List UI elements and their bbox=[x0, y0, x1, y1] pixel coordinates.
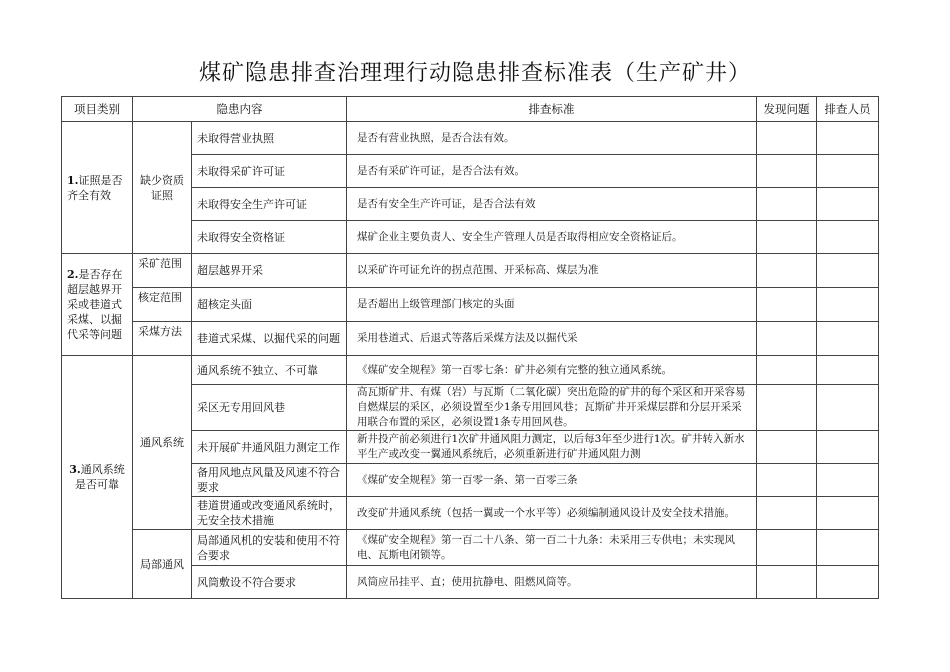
header-category: 项目类别 bbox=[62, 97, 133, 122]
inspector-cell[interactable] bbox=[817, 431, 879, 464]
row-content: 通风系统不独立、不可靠 bbox=[192, 356, 347, 385]
group-2-sub-1-label: 采矿范围 bbox=[133, 254, 192, 288]
found-cell[interactable] bbox=[757, 385, 817, 431]
group-3-category: 3.通风系统是否可靠 bbox=[62, 356, 133, 599]
header-standard: 排查标准 bbox=[347, 97, 757, 122]
found-cell[interactable] bbox=[757, 464, 817, 497]
header-found: 发现问题 bbox=[757, 97, 817, 122]
inspection-table bbox=[61, 96, 879, 599]
inspector-cell[interactable] bbox=[817, 497, 879, 530]
row-standard: 是否超出上级管理部门核定的头面 bbox=[347, 288, 757, 322]
inspector-cell[interactable] bbox=[817, 322, 879, 356]
inspector-cell[interactable] bbox=[817, 385, 879, 431]
found-cell[interactable] bbox=[757, 530, 817, 566]
inspector-cell[interactable] bbox=[817, 221, 879, 254]
row-standard: 煤矿企业主要负责人、安全生产管理人员是否取得相应安全资格证后。 bbox=[347, 221, 757, 254]
table-row bbox=[62, 530, 879, 566]
row-standard: 是否有采矿许可证，是否合法有效。 bbox=[347, 155, 757, 188]
table-row bbox=[62, 122, 879, 155]
found-cell[interactable] bbox=[757, 221, 817, 254]
found-cell[interactable] bbox=[757, 155, 817, 188]
row-standard: 是否有安全生产许可证，是否合法有效 bbox=[347, 188, 757, 221]
found-cell[interactable] bbox=[757, 356, 817, 385]
group-1-category: 1.证照是否齐全有效 bbox=[62, 122, 133, 254]
row-standard: 风筒应吊挂平、直；使用抗静电、阻燃风筒等。 bbox=[347, 566, 757, 599]
table-row bbox=[62, 356, 879, 385]
found-cell[interactable] bbox=[757, 431, 817, 464]
row-content: 备用风地点风量及风速不符合要求 bbox=[192, 464, 347, 497]
found-cell[interactable] bbox=[757, 566, 817, 599]
row-content: 超层越界开采 bbox=[192, 254, 347, 288]
row-content: 未开展矿井通风阻力测定工作 bbox=[192, 431, 347, 464]
group-3-sub-1-label: 通风系统 bbox=[133, 356, 192, 530]
row-standard: 改变矿井通风系统（包括一翼或一个水平等）必须编制通风设计及安全技术措施。 bbox=[347, 497, 757, 530]
found-cell[interactable] bbox=[757, 122, 817, 155]
row-standard: 采用巷道式、后退式等落后采煤方法及以掘代采 bbox=[347, 322, 757, 356]
inspector-cell[interactable] bbox=[817, 155, 879, 188]
row-standard: 《煤矿安全规程》第一百零七条：矿井必须有完整的独立通风系统。 bbox=[347, 356, 757, 385]
inspector-cell[interactable] bbox=[817, 566, 879, 599]
group-1-sub-1-label: 缺少资质证照 bbox=[133, 122, 192, 254]
found-cell[interactable] bbox=[757, 288, 817, 322]
found-cell[interactable] bbox=[757, 254, 817, 288]
found-cell[interactable] bbox=[757, 322, 817, 356]
table-header-row bbox=[62, 97, 879, 122]
table-row bbox=[62, 322, 879, 356]
row-content: 未取得安全生产许可证 bbox=[192, 188, 347, 221]
row-standard: 高瓦斯矿井、有煤（岩）与瓦斯（二氧化碳）突出危险的矿井的每个采区和开采容易自燃煤层的采区，必须设置至少1条专用回风巷；瓦斯矿井开采煤层群和分层开采采用联合布置的采区，必须设置1条专用回风巷。 bbox=[347, 385, 757, 431]
inspector-cell[interactable] bbox=[817, 464, 879, 497]
group-2-sub-3-label: 采煤方法 bbox=[133, 322, 192, 356]
row-content: 局部通风机的安装和使用不符合要求 bbox=[192, 530, 347, 566]
row-standard: 《煤矿安全规程》第一百零一条、第一百零三条 bbox=[347, 464, 757, 497]
found-cell[interactable] bbox=[757, 188, 817, 221]
inspector-cell[interactable] bbox=[817, 188, 879, 221]
row-content: 未取得营业执照 bbox=[192, 122, 347, 155]
row-content: 巷道贯通或改变通风系统时，无安全技术措施 bbox=[192, 497, 347, 530]
group-2-sub-2-label: 核定范围 bbox=[133, 288, 192, 322]
row-content: 巷道式采煤、以掘代采的问题 bbox=[192, 322, 347, 356]
row-standard: 是否有营业执照，是否合法有效。 bbox=[347, 122, 757, 155]
found-cell[interactable] bbox=[757, 497, 817, 530]
inspector-cell[interactable] bbox=[817, 530, 879, 566]
row-content: 超核定头面 bbox=[192, 288, 347, 322]
group-3-sub-2-label: 局部通风 bbox=[133, 530, 192, 599]
header-inspector: 排查人员 bbox=[817, 97, 879, 122]
group-2-category: 2.是否存在超层越界开采或巷道式采煤、以掘代采等问题 bbox=[62, 254, 133, 356]
table-row bbox=[62, 288, 879, 322]
row-content: 未取得采矿许可证 bbox=[192, 155, 347, 188]
row-standard: 新井投产前必须进行1次矿井通风阻力测定，以后每3年至少进行1次。矿井转入新水平生产或改变一翼通风系统后，必须重新进行矿井通风阻力测 bbox=[347, 431, 757, 464]
row-standard: 以采矿许可证允许的拐点范围、开采标高、煤层为准 bbox=[347, 254, 757, 288]
page-title: 煤矿隐患排查治理理行动隐患排查标准表（生产矿井） bbox=[198, 61, 751, 86]
inspector-cell[interactable] bbox=[817, 288, 879, 322]
inspector-cell[interactable] bbox=[817, 254, 879, 288]
row-content: 风筒敷设不符合要求 bbox=[192, 566, 347, 599]
row-content: 未取得安全资格证 bbox=[192, 221, 347, 254]
inspector-cell[interactable] bbox=[817, 356, 879, 385]
inspector-cell[interactable] bbox=[817, 122, 879, 155]
header-content: 隐患内容 bbox=[133, 97, 347, 122]
row-standard: 《煤矿安全规程》第一百二十八条、第一百二十九条：未采用三专供电；未实现风电、瓦斯电闭锁等。 bbox=[347, 530, 757, 566]
table-row bbox=[62, 254, 879, 288]
row-content: 采区无专用回风巷 bbox=[192, 385, 347, 431]
